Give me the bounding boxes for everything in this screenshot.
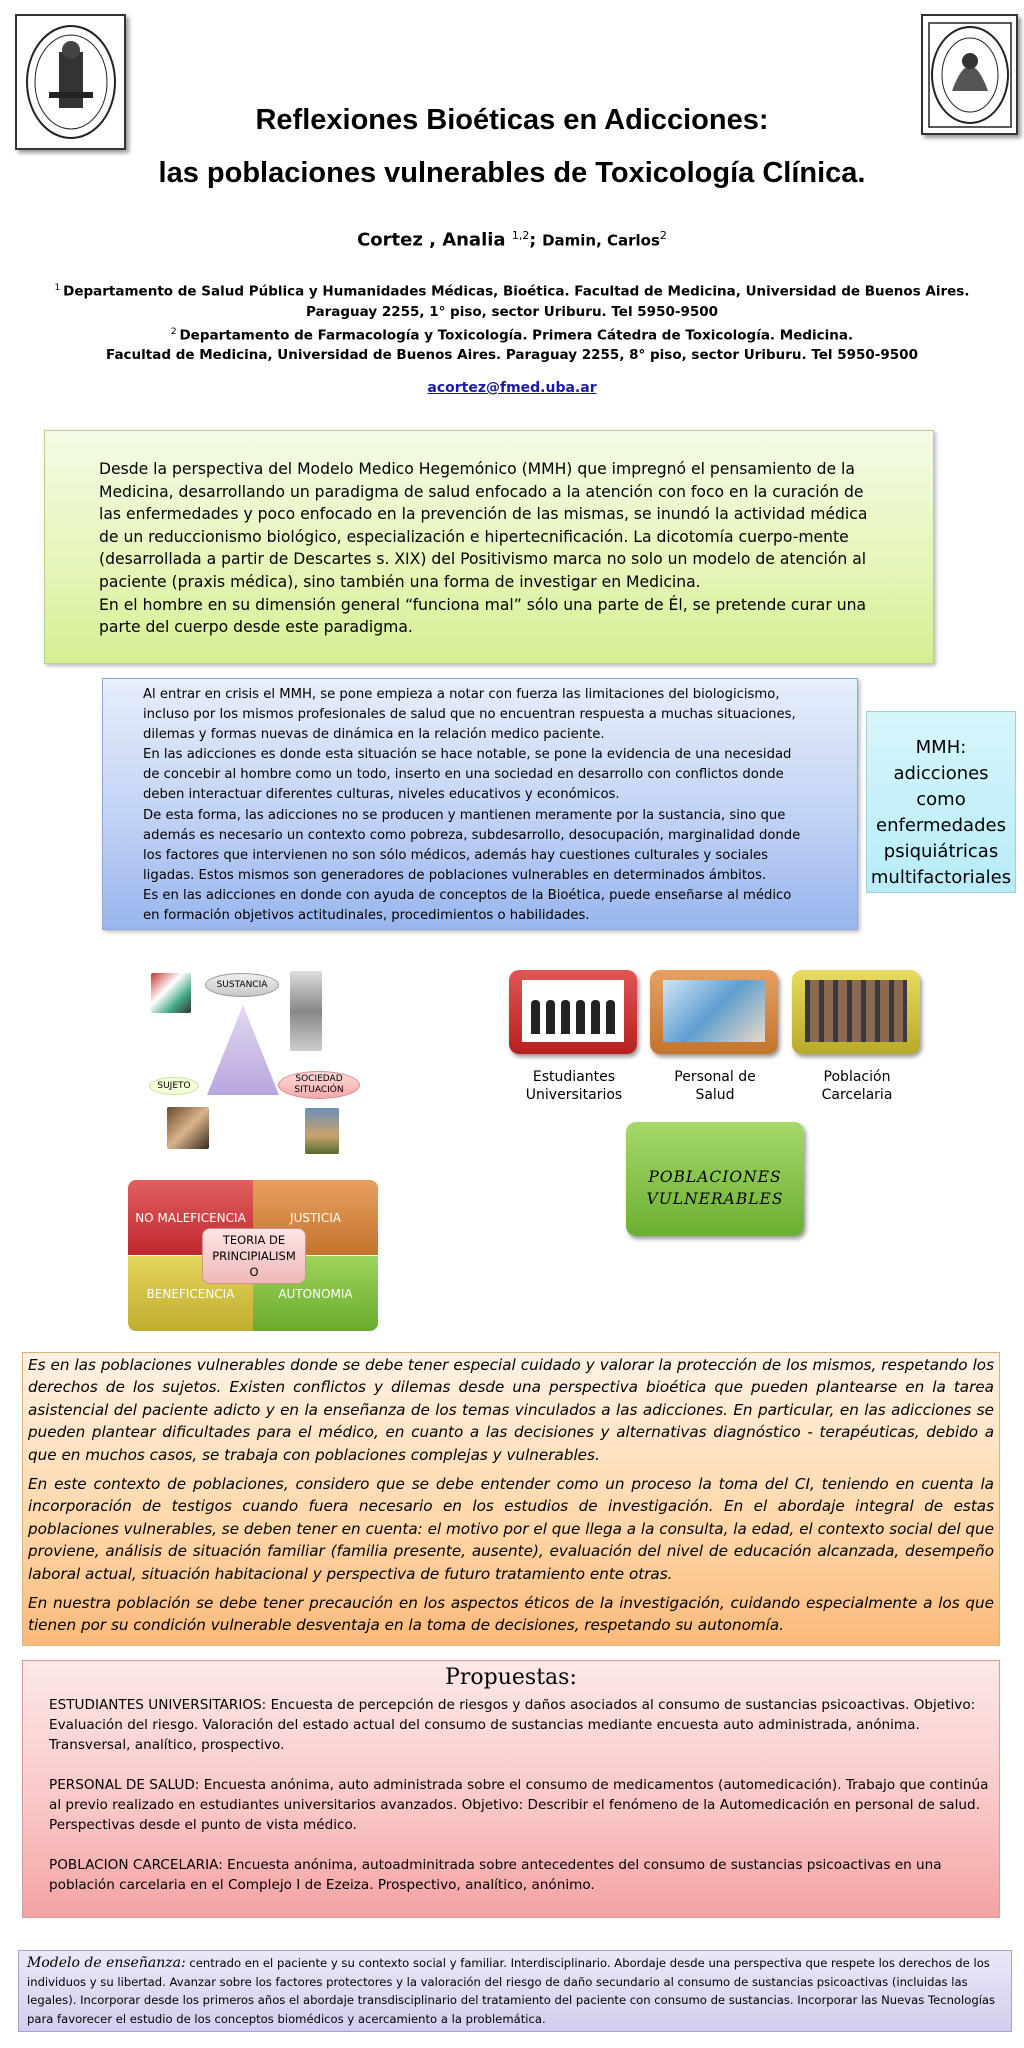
mmh-line: psiquiátricas: [883, 841, 999, 862]
intro-text: Desde la perspectiva del Modelo Medico Hegemónico (MMH) que impregnó el pensamiento de la Medicina, desarrollando un paradigma de salud enfocado a la atención con foco en la curación de las enfermedades y poco enfocado en la prevención de las mismas, se inundó la actividad médica de un reduccionismo biológico, especialización e hipertecnificación. La dicotomía cuerpo-mente (desarrollada a partir de Descartes s. XIX) del Positivismo marca no solo un modelo de atención al paciente (praxis médica), sino también una forma de investigar en Medicina. En el hombre en su dimensión general “funciona mal” sólo una parte de Él, se pretende curar una parte del cuerpo desde este paradigma.: [99, 460, 868, 637]
teaching-model-label: Modelo de enseñanza:: [27, 1955, 186, 1971]
affiliation-1-sup: 1: [54, 283, 64, 293]
quadrant-autonomia: AUTONOMIA: [253, 1256, 378, 1331]
prison-image: [805, 980, 907, 1042]
quadrant-justicia: JUSTICIA: [253, 1180, 378, 1255]
proposals-list: [49, 1695, 989, 1915]
substance-image: [151, 973, 191, 1013]
society-label: SOCIEDAD SITUACIÓN: [278, 1071, 360, 1099]
affiliation-2-sup: 2: [170, 326, 180, 337]
quadrant-no-maleficencia: NO MALEFICENCIA: [128, 1180, 253, 1255]
proposal-item: PERSONAL DE SALUD: Encuesta anónima, auto administrada sobre el consumo de medicamentos (automedicación). Trabajo que continúa al previo realizado en estudiantes universitarios avanzados. Objetivo: Describir el fenómeno de la Automedicación en personal de salud. Perspectivas desde el punto de vista médico.: [49, 1777, 989, 1833]
mmh-line: enfermedades: [876, 815, 1006, 836]
mmh-line: adicciones: [893, 763, 989, 784]
principles-matrix: [128, 1180, 380, 1332]
author-2: Damin, Carlos: [542, 231, 660, 250]
crisis-text: Al entrar en crisis el MMH, se pone empieza a notar con fuerza las limitaciones del biologicismo, incluso por los mismos profesionales de salud que no encuentran respuesta a muchas situaciones, dilemas y formas nuevas de dinámica en la relación medico paciente. En las adicciones es donde esta situación se hace notable, se pone la evidencia de una necesidad de concebir al hombre como un todo, inserto en una sociedad en desarrollo con conflictos donde deben interactuar diferentes culturas, niveles educativos y económicos. De esta forma, las adicciones no se producen y mantienen meramente por la sustancia, sino que además es necesario un contexto como pobreza, subdesarrollo, desocupación, marginalidad donde los factores que intervienen no son sólo médicos, además hay cuestiones culturales y sociales ligadas. Estos mismos son generadores de poblaciones vulnerables en determinados ámbitos. Es en las adicciones en donde con ayuda de conceptos de la Bioética, puede enseñarse al médico en formación objetivos actitudinales, procedimientos o habilidades.: [143, 687, 801, 924]
discussion-box: [22, 1352, 1000, 1646]
authors: [0, 229, 1024, 251]
subject-image: [167, 1107, 209, 1149]
author-2-sup: 2: [659, 229, 667, 242]
principlism-center: TEORIA DE PRINCIPIALISM O: [202, 1228, 306, 1284]
mmh-line: multifactoriales: [870, 867, 1012, 888]
prison-frame: [792, 970, 920, 1054]
discussion-paragraph: En nuestra población se debe tener precaución en los aspectos éticos de la investigación, cuidando especialmente a los que tienen por su condición vulnerable desventaja en la toma de decisiones, respetando su autonomía.: [28, 1594, 994, 1635]
crisis-box: [102, 678, 858, 930]
health-staff-frame: [650, 970, 778, 1054]
affiliation-3: Facultad de Medicina, Universidad de Buenos Aires. Paraguay 2255, 8° piso, sector Uriburu. Tel 5950-9500: [106, 347, 918, 363]
title-line-2: las poblaciones vulnerables de Toxicología Clínica.: [158, 157, 866, 189]
teaching-model-text: [27, 1954, 1003, 2028]
mmh-line: como: [916, 789, 966, 810]
affiliations: [40, 278, 984, 365]
students-image: [522, 980, 624, 1042]
students-caption: Estudiantes Universitarios: [525, 1069, 623, 1103]
author-separator: ;: [529, 230, 543, 251]
mmh-box: [866, 711, 1016, 893]
health-staff-image: [663, 980, 765, 1042]
author-1-sup: 1,2: [511, 229, 530, 242]
discussion-paragraph: Es en las poblaciones vulnerables donde se debe tener especial cuidado y valorar la protección de los mismos, respetando los derechos de los sujetos. Existen conflictos y dilemas desde una perspectiva bioética que pueden plantearse en la tarea asistencial del paciente adicto y en la enseñanza de los temas vinculados a las adicciones. En particular, en las adicciones se pueden plantear dificultades para el médico, en cuanto a las decisiones y alternativas diagnóstico - terapéuticas, debido a que en muchos casos, se trabaja con poblaciones complejas y vulnerables.: [28, 1356, 994, 1464]
affiliation-1: $^1$ Departamento de Salud Pública y Humanidades Médicas, Bioética. Facultad de Medicina, Universidad de Buenos Aires. Paraguay 2255, 1° piso, sector Uriburu. Tel 5950-9500: [54, 283, 970, 320]
affiliation-2: $^2$ Departamento de Farmacología y Toxicología. Primera Cátedra de Toxicología. Medicina.: [170, 326, 854, 343]
proposals-box: [22, 1660, 1000, 1918]
title-line-1: Reflexiones Bioéticas en Adicciones:: [255, 104, 769, 136]
health-staff-caption: Personal de Salud: [674, 1069, 756, 1103]
vulnerable-populations-box: POBLACIONES VULNERABLES: [626, 1122, 804, 1236]
society-image: [290, 971, 322, 1051]
proposal-item: POBLACION CARCELARIA: Encuesta anónima, autoadminitrada sobre antecedentes del consumo de sustancias psicoactivas en una población carcelaria en el Complejo I de Ezeiza. Prospectivo, analítico, anónimo.: [49, 1857, 942, 1893]
students-frame: [509, 970, 637, 1054]
proposal-item: ESTUDIANTES UNIVERSITARIOS: Encuesta de percepción de riesgos y daños asociados al consumo de sustancias psicoactivas. Objetivo: Evaluación del riesgo. Valoración del estado actual del consumo de sustancias mediante encuesta auto administrada, anónima. Transversal, analítico, prospectivo.: [49, 1697, 976, 1753]
discussion-paragraph: En este contexto de poblaciones, considero que se debe entender como un proceso la toma del CI, teniendo en cuenta la incorporación de testigos cuando fuera necesario en los estudios de investigación. En el abordaje integral de estas poblaciones vulnerables, se deben tener en cuenta: el motivo por el que llega a la consulta, la edad, el contexto social del que proviene, análisis de situación familiar (familia presente, ausente), evaluación del nivel de educación alcanzada, desempeño laboral actual, situación habitacional y perspectiva de futuro tratamiento ente otras.: [28, 1475, 994, 1583]
mmh-line: MMH:: [915, 737, 967, 758]
intro-box: [44, 430, 934, 664]
quadrant-beneficencia: BENEFICENCIA: [128, 1256, 253, 1331]
author-1: Cortez , Analia: [357, 229, 512, 251]
prison-caption: Población Carcelaria: [821, 1069, 893, 1103]
substance-label: SUSTANCIA: [205, 973, 279, 997]
teaching-model-box: [18, 1950, 1012, 2032]
teaching-model-body: centrado en el paciente y su contexto social y familiar. Interdisciplinario. Abordaje desde una perspectiva que respete los derechos de los individuos y su libertad. Avanzar sobre los factores protectores y la valoración del riesgo de daño secundario al consumo de sustancias psicoactivas (incluidas las legales). Incorporar desde los primeros años el abordaje transdisciplinario del tratamiento del paciente con consumo de sustancias. Incorporar las Nuevas Tecnologías para favorecer el estudio de los conceptos biomédicos y acercamiento a la problemática.: [27, 1956, 996, 2026]
subject-label: SUJETO: [149, 1077, 199, 1095]
situation-image: [305, 1108, 339, 1154]
email-link[interactable]: acortez@fmed.uba.ar: [427, 380, 597, 396]
triangle-diagram: [145, 965, 375, 1155]
proposals-title: Propuestas:: [445, 1665, 577, 1690]
